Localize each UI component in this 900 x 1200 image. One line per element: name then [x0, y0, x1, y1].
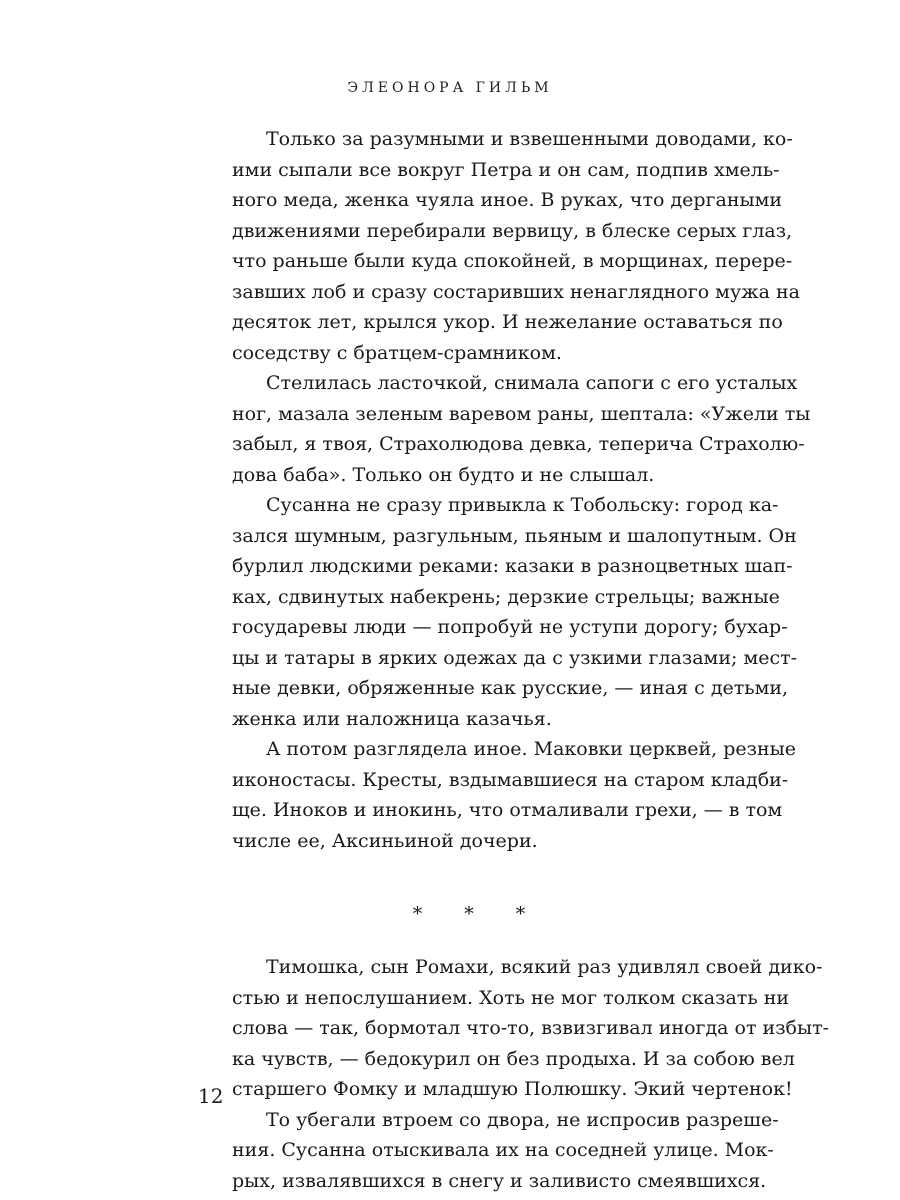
section-break: * * *	[412, 903, 544, 925]
paragraph	[198, 490, 798, 734]
text-line: старшего Фомку и младшую Полюшку. Экий чертенок!	[232, 1078, 793, 1100]
text-line: слова — так, бормотал что-то, взвизгивал иногда от избыт-	[232, 1017, 830, 1039]
text-line: бурлил людскими реками: казаки в разноцветных шап-	[232, 555, 793, 577]
paragraph	[198, 952, 830, 1105]
text-line: государевы люди — попробуй не уступи дорогу; бухар-	[232, 616, 788, 638]
text-line: женка или наложница казачья.	[232, 707, 552, 730]
text-line: движениями перебирали вервицу, в блеске серых глаз,	[232, 219, 793, 242]
paragraph	[198, 368, 811, 490]
paragraph	[198, 124, 800, 368]
text-line: ного меда, женка чуяла иное. В руках, что дергаными	[232, 189, 783, 211]
text-line: дова баба». Только он будто и не слышал.	[232, 463, 655, 486]
text-line: что раньше были куда спокойней, в морщинах, перере-	[232, 250, 793, 272]
text-line: забыл, я твоя, Страхолюдова девка, теперича Страхолю-	[232, 433, 805, 455]
text-line: зался шумным, разгульным, пьяным и шалопутным. Он	[232, 524, 797, 547]
text-line: ще. Иноков и инокинь, что отмаливали грехи, — в том	[232, 799, 783, 821]
paragraph	[198, 1105, 779, 1197]
text-line: Стелилась ласточкой, снимала сапоги с его усталых	[266, 372, 798, 394]
text-line: завших лоб и сразу состаривших ненаглядного мужа на	[232, 280, 800, 303]
text-line: десяток лет, крылся укор. И нежелание оставаться по	[232, 311, 783, 333]
text-line: иконостасы. Кресты, вздымавшиеся на старом кладби-	[232, 768, 789, 791]
text-line: ные девки, обряженные как русские, — иная с детьми,	[232, 677, 789, 699]
text-line: Тимошка, сын Ромахи, всякий раз удивлял своей дико-	[266, 956, 823, 978]
text-line: То убегали втроем со двора, не испросив разреше-	[266, 1108, 779, 1131]
text-line: А потом разглядела иное. Маковки церквей, резные	[266, 738, 796, 760]
text-line: ка чувств, — бедокурил он без продыха. И за собою вел	[232, 1047, 795, 1070]
text-line: рых, извалявшихся в снегу и заливисто смеявшихся.	[232, 1169, 767, 1192]
running-head: ЭЛЕОНОРА ГИЛЬМ	[347, 80, 553, 96]
text-line: ния. Сусанна отыскивала их на соседней улице. Мок-	[232, 1139, 774, 1161]
text-block	[198, 124, 830, 1196]
text-line: Только за разумными и взвешенными доводами, ко-	[266, 128, 793, 150]
text-line: цы и татары в ярких одежах да с узкими глазами; мест-	[232, 646, 798, 669]
text-line: ках, сдвинутых набекрень; дерзкие стрельцы; важные	[232, 585, 780, 608]
paragraph	[198, 734, 796, 856]
text-line: ног, мазала зеленым варевом раны, шептала: «Ужели ты	[232, 402, 811, 425]
text-line: числе ее, Аксиньиной дочери.	[232, 829, 538, 852]
page-number: 12	[198, 1084, 224, 1108]
text-line: ими сыпали все вокруг Петра и он сам, подпив хмель-	[232, 158, 780, 181]
text-line: Сусанна не сразу привыкла к Тобольску: город ка-	[266, 494, 779, 516]
text-line: стью и непослушанием. Хоть не мог толком сказать ни	[232, 986, 790, 1009]
text-line: соседству с братцем-срамником.	[232, 341, 562, 364]
